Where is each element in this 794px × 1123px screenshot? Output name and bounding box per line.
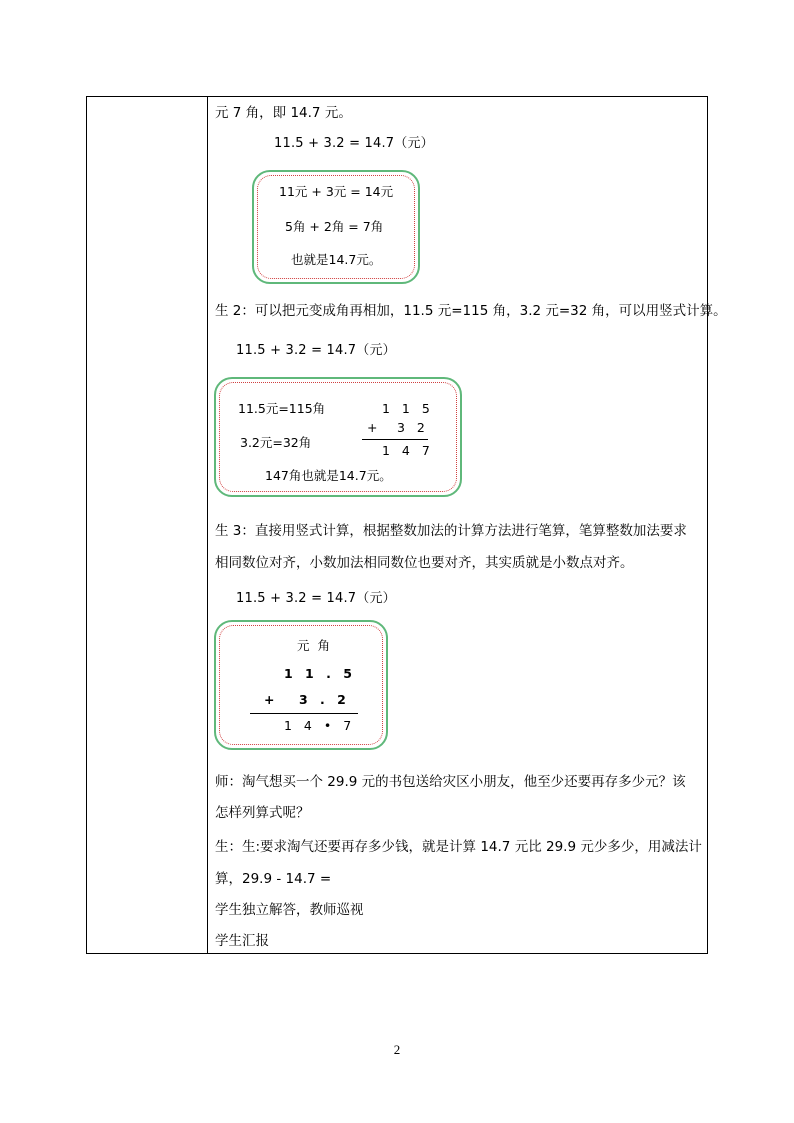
explanation-box-1 bbox=[252, 170, 420, 284]
column-header: 元 角 bbox=[297, 638, 332, 653]
vertical-addend-top: 1 1 5 bbox=[382, 401, 434, 416]
box-line: 3.2元=32角 bbox=[240, 435, 312, 450]
vertical-addend-bottom: 3 . 2 bbox=[299, 692, 350, 707]
box-line: 147角也就是14.7元。 bbox=[265, 468, 392, 483]
student-3-text: 相同数位对齐，小数加法相同数位也要对齐，其实质就是小数点对齐。 bbox=[215, 555, 634, 571]
vertical-sum: 1 4 7 bbox=[382, 443, 434, 458]
teacher-question: 怎样列算式呢？ bbox=[215, 805, 310, 821]
box-line: 11元 + 3元 = 14元 bbox=[279, 184, 394, 199]
student-2-text: 生 2：可以把元变成角再相加，11.5 元=115 角，3.2 元=32 角，可以用竖式计算。 bbox=[215, 303, 727, 319]
box-line: 5角 + 2角 = 7角 bbox=[285, 219, 384, 234]
equation: 11.5 + 3.2 = 14.7（元） bbox=[236, 343, 396, 358]
vertical-sum: 1 4 • 7 bbox=[284, 718, 356, 733]
sum-line bbox=[362, 439, 428, 440]
equation: 11.5 + 3.2 = 14.7（元） bbox=[236, 591, 396, 606]
text-line: 元 7 角，即 14.7 元。 bbox=[215, 105, 352, 121]
student-4-text: 算，29.9 - 14.7 = bbox=[215, 871, 332, 887]
teacher-question: 师：淘气想买一个 29.9 元的书包送给灾区小朋友，他至少还要再存多少元？该 bbox=[215, 774, 686, 790]
vertical-addend-bottom: 3 2 bbox=[397, 420, 429, 435]
page-number: 2 bbox=[393, 1042, 401, 1057]
activity-text: 学生汇报 bbox=[215, 933, 269, 949]
student-3-text: 生 3：直接用竖式计算，根据整数加法的计算方法进行笔算，笔算整数加法要求 bbox=[215, 523, 687, 539]
activity-text: 学生独立解答，教师巡视 bbox=[215, 902, 364, 918]
vertical-addend-top: 1 1 . 5 bbox=[284, 666, 356, 681]
table-column-divider bbox=[207, 96, 208, 954]
explanation-box-2 bbox=[214, 377, 462, 497]
plus-sign: + bbox=[367, 420, 382, 435]
box-line: 也就是14.7元。 bbox=[291, 252, 382, 267]
box-line: 11.5元=115角 bbox=[238, 401, 326, 416]
explanation-box-3 bbox=[214, 620, 388, 750]
student-4-text: 生：生:要求淘气还要再存多少钱，就是计算 14.7 元比 29.9 元少多少，用减法计 bbox=[215, 839, 702, 855]
equation: 11.5 + 3.2 = 14.7（元） bbox=[274, 136, 434, 151]
plus-sign: + bbox=[264, 692, 279, 707]
sum-line bbox=[250, 713, 358, 714]
